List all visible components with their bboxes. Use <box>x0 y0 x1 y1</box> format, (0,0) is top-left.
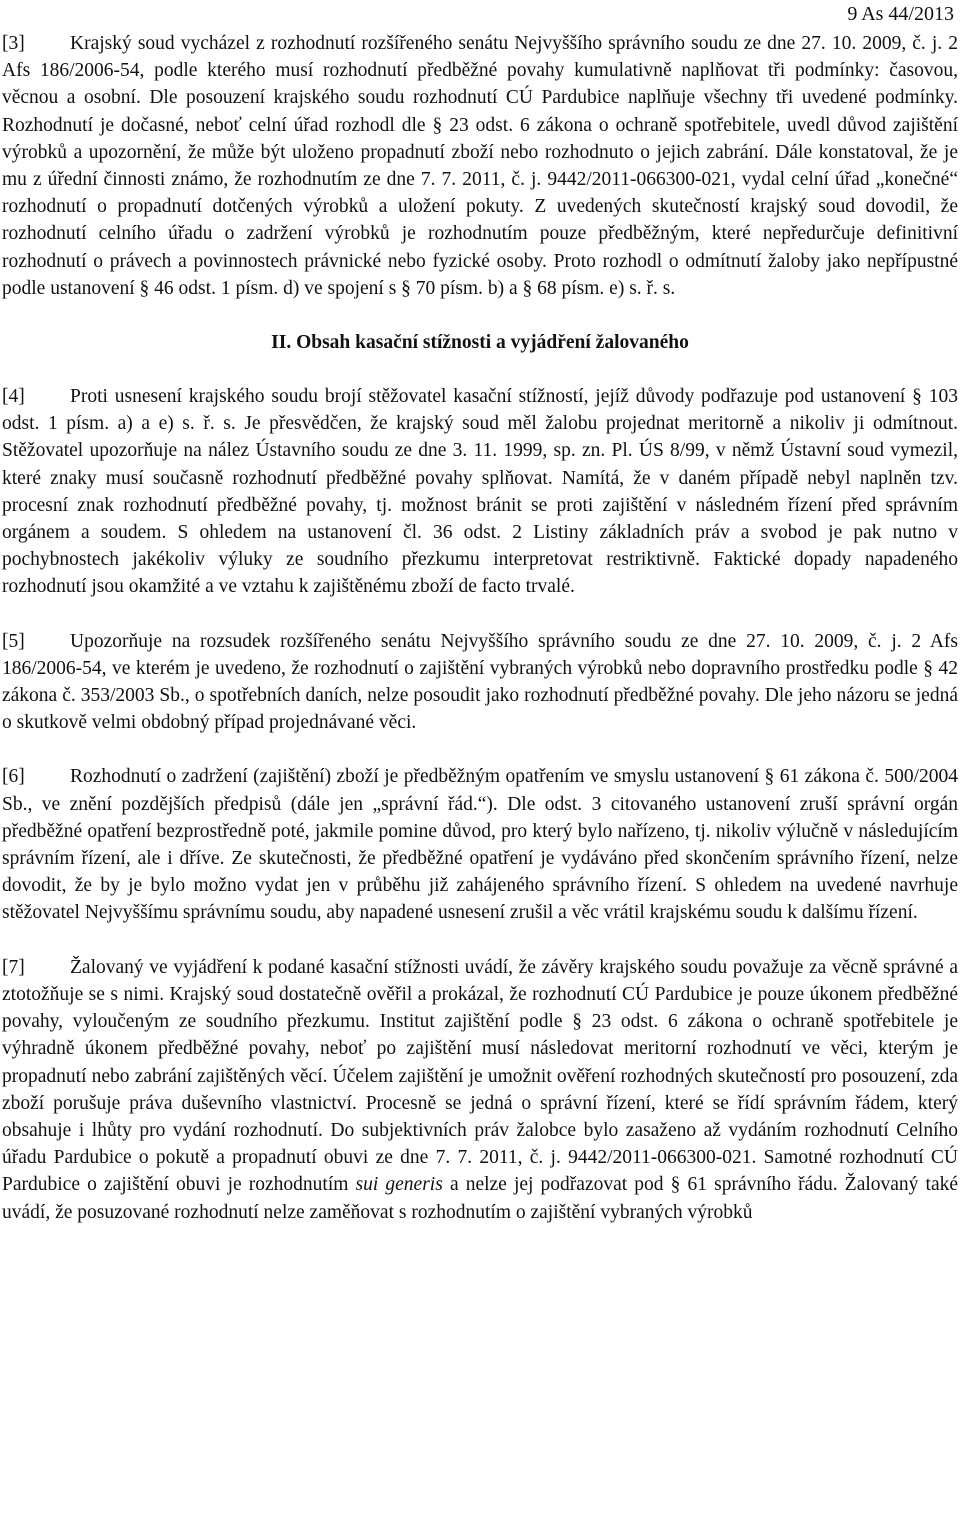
paragraph-5 <box>2 628 958 737</box>
paragraph-6 <box>2 763 958 926</box>
paragraph-number: [6] <box>2 766 25 788</box>
paragraph-4 <box>2 383 958 601</box>
paragraph-text: Rozhodnutí o zadržení (zajištění) zboží je předběžným opatřením ve smyslu ustanovení § 61 zákona č. 500/2004 Sb., ve znění pozdějších předpisů (dále jen „správní řád.“). Dle odst. 3 citovaného ustanovení zruší správní orgán předběžné opatření bezprostředně poté, jakmile pomine důvod, pro který bylo nařízeno, tj. nikoliv výlučně v následujícím správním řízení, ale i dříve. Ze skutečnosti, že předběžné opatření je vydáváno před skončením správního řízení, nelze dovodit, že by je bylo možno vydat jen v průběhu již zahájeného správního řízení. S ohledem na uvedené navrhuje stěžovatel Nejvyššímu správnímu soudu, aby napadené usnesení zrušil a věc vrátil krajskému soudu k dalšímu řízení. <box>2 766 958 924</box>
case-number-header: 9 As 44/2013 <box>847 3 954 25</box>
paragraph-number: [7] <box>2 956 25 978</box>
italic-term: sui generis <box>355 1174 443 1196</box>
paragraph-number: [5] <box>2 630 25 652</box>
paragraph-number: [3] <box>2 33 25 54</box>
paragraph-number: [4] <box>2 386 25 408</box>
paragraph-3 <box>2 30 958 302</box>
section-heading: II. Obsah kasační stížnosti a vyjádření žalovaného <box>271 332 689 354</box>
paragraph-text: Žalovaný ve vyjádření k podané kasační stížnosti uvádí, že závěry krajského soudu považuje za věcně správné a ztotožňuje se s nimi. Krajský soud dostatečně ověřil a prokázal, že rozhodnutí CÚ Pardubice je pouze úkonem předběžné povahy, vyloučeným ze soudního přezkumu. Institut zajištění podle § 23 odst. 6 zákona o ochraně spotřebitele je výhradně úkonem předběžné povahy, neboť po zajištění musí následovat meritorní rozhodnutí ve věci, kterým je propadnutí nebo zabrání zajištěných věcí. Účelem zajištění je umožnit ověření rozhodných skutečností pro posouzení, zda zboží porušuje práva duševního vlastnictví. Procesně se jedná o správní řízení, které se řídí správním řádem, který obsahuje i lhůty pro vydání rozhodnutí. Do subjektivních práv žalobce bylo zasaženo až vydáním rozhodnutí Celního úřadu Pardubice o pokutě a propadnutí obuvi ze dne 7. 7. 2011, č. j. 9442/2011-066300-021. Samotné rozhodnutí CÚ Pardubice o zajištění obuvi je rozhodnutím <box>2 956 958 1196</box>
paragraph-text-continued: a nelze jej podřazovat pod § 61 správního řádu. Žalovaný také uvádí, že posuzované rozhodnutí nelze zaměňovat s rozhodnutím o zajištění vybraných výrobků <box>2 1174 959 1223</box>
paragraph-7 <box>2 954 958 1226</box>
paragraph-text: Proti usnesení krajského soudu brojí stěžovatel kasační stížností, jejíž důvody podřazuje pod ustanovení § 103 odst. 1 písm. a) a e) s. ř. s. Je přesvědčen, že krajský soud měl žalobu projednat meritorně a nikoliv ji odmítnout. Stěžovatel upozorňuje na nález Ústavního soudu ze dne 3. 11. 1999, sp. zn. Pl. ÚS 8/99, v němž Ústavní soud vymezil, které znaky musí současně rozhodnutí předběžné povahy splňovat. Namítá, že v daném případě nebyl naplněn tzv. procesní znak rozhodnutí předběžné povahy, tj. možnost bránit se proti zajištění v následném řízení před správním orgánem a soudem. S ohledem na ustanovení čl. 36 odst. 2 Listiny základních práv a svobod je pak nutno v pochybnostech jakékoliv výluky ze soudního přezkumu interpretovat restriktivně. Faktické dopady napadeného rozhodnutí jsou okamžité a ve vztahu k zajištěnému zboží de facto trvalé. <box>2 386 958 598</box>
paragraph-text: Krajský soud vycházel z rozhodnutí rozšířeného senátu Nejvyššího správního soudu ze dne 27. 10. 2009, č. j. 2 Afs 186/2006-54, podle kterého musí rozhodnutí předběžné povahy kumulativně naplňovat tři podmínky: časovou, věcnou a osobní. Dle posouzení krajského soudu rozhodnutí CÚ Pardubice naplňuje všechny tři uvedené podmínky. Rozhodnutí je dočasné, neboť celní úřad rozhodl dle § 23 odst. 6 zákona o ochraně spotřebitele, uvedl důvod zajištění výrobků a upozornění, že může být uloženo propadnutí zboží nebo rozhodnuto o jejich zabrání. Dále konstatoval, že je mu z úřední činnosti známo, že rozhodnutím ze dne 7. 7. 2011, č. j. 9442/2011-066300-021, vydal celní úřad „konečné“ rozhodnutí o propadnutí dotčených výrobků a uložení pokuty. Z uvedených skutečností krajský soud dovodil, že rozhodnutí celního úřadu o zadržení výrobků je rozhodnutím pouze předběžným, které nepředurčuje definitivní rozhodnutí o právech a povinnostech právnické nebo fyzické osoby. Proto rozhodl o odmítnutí žaloby jako nepřípustné podle ustanovení § 46 odst. 1 písm. d) ve spojení s § 70 písm. b) a § 68 písm. e) s. ř. s. <box>2 33 958 299</box>
paragraph-text: Upozorňuje na rozsudek rozšířeného senátu Nejvyššího správního soudu ze dne 27. 10. 2009, č. j. 2 Afs 186/2006-54, ve kterém je uvedeno, že rozhodnutí o zajištění vybraných výrobků nebo dopravního prostředku podle § 42 zákona č. 353/2003 Sb., o spotřebních daních, nelze posoudit jako rozhodnutí předběžné povahy. Dle jeho názoru se jedná o skutkově velmi obdobný případ projednávané věci. <box>2 630 958 734</box>
